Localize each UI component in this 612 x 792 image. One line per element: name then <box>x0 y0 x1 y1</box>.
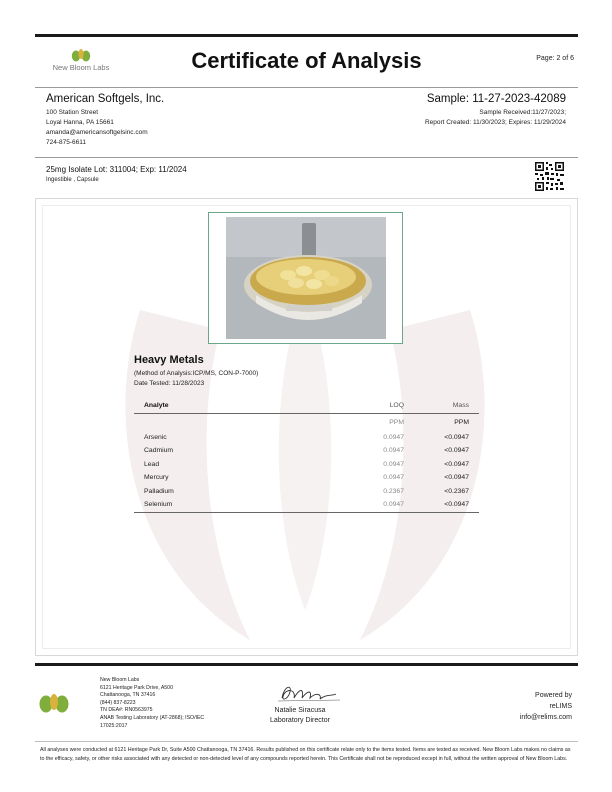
analyte-mass: <0.0947 <box>444 447 469 454</box>
column-header-loq: LOQ <box>389 402 404 409</box>
powered-by-brand: reLIMS <box>549 703 572 710</box>
footer-divider <box>35 741 578 742</box>
table-row <box>134 458 479 472</box>
signer-title: Laboratory Director <box>270 717 330 724</box>
client-divider <box>35 157 578 158</box>
sample-photo-frame <box>208 212 403 344</box>
lab-address-block <box>100 677 204 730</box>
analyte-name: Mercury <box>144 474 169 481</box>
analyte-loq: 0.0947 <box>383 460 404 468</box>
document-title: Certificate of Analysis <box>191 48 422 73</box>
client-phone: 724-875-6611 <box>46 139 86 146</box>
analyte-loq: 0.0947 <box>383 447 404 454</box>
footer-dea-number: TN DEA#: RN0563975 <box>100 707 153 714</box>
disclaimer-text: All analyses were conducted at 6121 Heritage Park Dr, Suite A500 Chattanooga, TN 37416. Results published on this certificate relate only to the items tested. Items are tested as received. New Bloom Labs makes no claims as to the efficacy, safety, or other risks associated with any detected or non-detected level of any compounds reported herein. This Certificate shall not be reproduced except in full, without the written approval of New Bloom Labs. <box>40 747 571 762</box>
sample-photo <box>226 217 386 339</box>
footer-address-line-1: 6121 Heritage Park Drive, A500 <box>100 684 173 691</box>
powered-by-label: Powered by <box>535 692 572 699</box>
certificate-header <box>35 40 578 84</box>
signer-name: Natalie Siracusa <box>274 707 326 714</box>
table-header-row <box>134 399 479 413</box>
product-type: Ingestible , Capsule <box>46 177 99 183</box>
footer-top-rule <box>35 663 578 666</box>
analyte-loq: 0.0947 <box>383 433 404 441</box>
product-lot: 25mg Isolate Lot: 311004; Exp: 11/2024 <box>46 165 187 174</box>
signer-block <box>245 706 355 726</box>
footer-phone: (844) 837-8223 <box>100 699 136 706</box>
analyte-mass: <0.0947 <box>444 474 469 481</box>
analyte-mass: <0.0947 <box>444 460 469 468</box>
section-title: Heavy Metals <box>134 354 204 366</box>
table-row <box>134 485 479 499</box>
client-city: Loyal Hanna, PA 15661 <box>46 119 114 126</box>
analyte-name: Lead <box>144 460 160 468</box>
column-header-analyte: Analyte <box>144 402 169 409</box>
footer-anab: ANAB Testing Laboratory (AT-2868); ISO/IEC <box>100 714 205 721</box>
client-email: amanda@americansoftgelsinc.com <box>46 129 148 136</box>
analyte-mass: <0.0947 <box>444 501 469 508</box>
sample-id: Sample: 11-27-2023-42089 <box>426 93 566 105</box>
client-name: American Softgels, Inc. <box>46 93 165 105</box>
analyte-loq: 0.0947 <box>383 474 404 481</box>
sample-received: Sample Received:11/27/2023; <box>479 109 566 116</box>
analyte-loq: 0.2367 <box>383 487 404 495</box>
header-top-rule <box>35 34 578 37</box>
page-number: Page: 2 of 6 <box>536 55 574 62</box>
loq-unit: PPM <box>389 418 404 426</box>
report-dates: Report Created: 11/30/2023; Expires: 11/29/2024 <box>424 119 566 126</box>
analyte-mass: <0.0947 <box>444 433 469 441</box>
sample-info <box>306 93 566 128</box>
footer-lab-name: New Bloom Labs <box>100 677 140 683</box>
header-divider <box>35 87 578 88</box>
analysis-method: (Method of Analysis:ICP/MS, CON-P-7000) <box>134 370 259 377</box>
footer-iso: 17025:2017 <box>100 722 128 729</box>
results-table <box>134 399 479 513</box>
analyte-loq: 0.0947 <box>383 501 404 508</box>
footer-leaf-icon <box>38 692 70 714</box>
analyte-name: Cadmium <box>144 447 174 454</box>
column-header-mass: Mass <box>452 402 469 409</box>
powered-by-email[interactable]: info@relims.com <box>519 714 572 721</box>
analyte-name: Palladium <box>144 487 174 495</box>
powered-by-block <box>472 690 572 723</box>
mass-unit: PPM <box>454 418 469 426</box>
footer-address-line-2: Chattanooga, TN 37416 <box>100 692 156 699</box>
table-units-row <box>134 414 479 431</box>
director-signature <box>270 680 350 706</box>
client-street: 100 Station Street <box>46 109 99 116</box>
lab-name: New Bloom Labs <box>52 63 110 72</box>
product-info <box>46 165 187 183</box>
table-row <box>134 471 479 485</box>
table-row <box>134 498 479 512</box>
analyte-name: Arsenic <box>144 433 167 441</box>
table-bottom-rule <box>134 512 479 513</box>
table-row <box>134 431 479 445</box>
client-info <box>46 93 306 148</box>
table-row <box>134 444 479 458</box>
analyte-name: Selenium <box>144 501 173 508</box>
date-tested: Date Tested: 11/28/2023 <box>134 380 205 387</box>
qr-code-icon[interactable] <box>534 161 565 192</box>
analyte-mass: <0.2367 <box>444 487 469 495</box>
